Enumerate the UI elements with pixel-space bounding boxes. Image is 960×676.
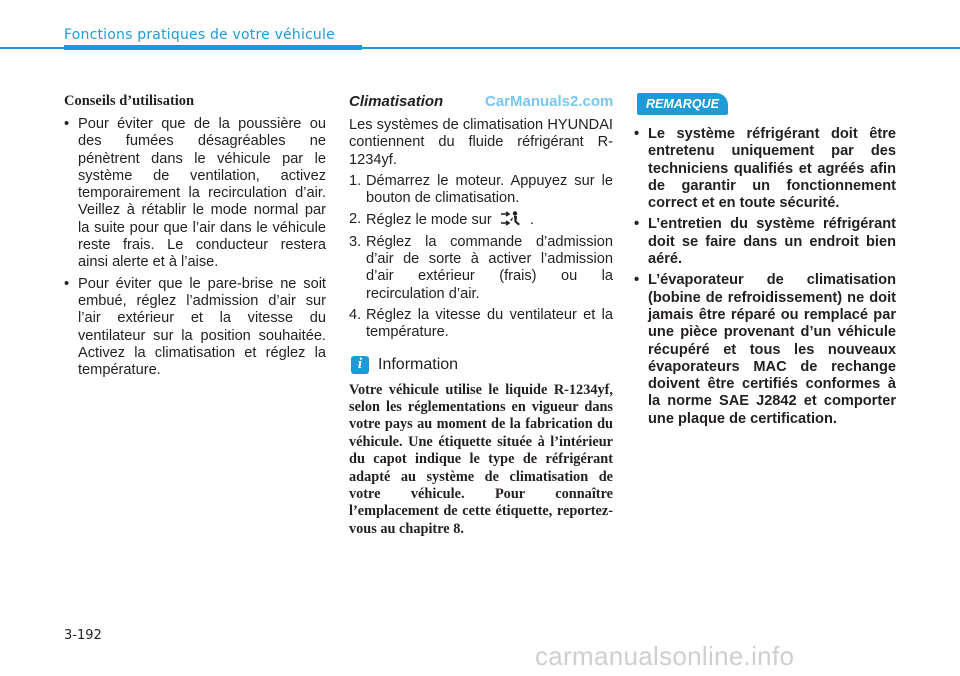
page-number: 3-192 — [64, 628, 102, 643]
step-item — [349, 173, 613, 208]
step-text: Réglez la vitesse du ventilateur et la température. — [366, 306, 613, 341]
usage-tips-heading: Conseils d’utilisation — [64, 93, 195, 109]
footer-watermark: carmanualsonline.info — [535, 641, 795, 671]
note-item: • Le système réfrigérant doit être entretenu uniquement par des techniciens qualifiés et agréés afin de garantir un fonctionnement correct et en toute sécurité. — [634, 126, 896, 212]
step-item — [349, 211, 613, 229]
step-text: Réglez la commande d’admission d’air de sorte à activer l’admission d’air extérieur (frais) ou la recirculation d’air. — [366, 233, 613, 302]
step-number: 1. — [349, 172, 362, 189]
step-text: Réglez le mode sur — [366, 212, 492, 229]
column-note — [634, 88, 896, 432]
usage-tip-item: • Pour éviter que le pare-brise ne soit embué, réglez l’admission d’air sur l’air extérieur et la vitesse du ventilateur sur la position souhaitée. Activez la climatisation et réglez la température. — [64, 276, 326, 380]
column-usage-tips — [64, 88, 326, 383]
step-number: 3. — [349, 233, 362, 250]
air-conditioning-heading: Climatisation — [349, 93, 444, 110]
step-number: 4. — [349, 306, 362, 323]
usage-tips-list — [64, 116, 326, 379]
note-item: • L’évaporateur de climatisation (bobine de refroidissement) ne doit jamais être réparé ou remplacé par une pièce provenant d’un véhicule récupéré et tous les nouveaux évaporateurs MAC de rechange doivent être certifiés conformes à la norme SAE J2842 et comporter une plaque de certification. — [634, 272, 896, 428]
carmanuals-watermark: CarManuals2.com — [485, 93, 614, 110]
section-title: Fonctions pratiques de votre véhicule — [64, 27, 335, 43]
step-text-suffix: . — [529, 212, 534, 229]
step-number: 2. — [349, 211, 362, 228]
note-item: • L’entretien du système réfrigérant doit se faire dans un endroit bien aéré. — [634, 216, 896, 268]
information-icon: i — [351, 356, 369, 374]
column-air-conditioning — [349, 88, 613, 538]
step-item — [349, 307, 613, 342]
note-badge: REMARQUE — [637, 93, 728, 115]
face-floor-mode-icon — [500, 211, 522, 226]
usage-tip-item: • Pour éviter que de la poussière ou des fumées désagréables ne pénètrent dans le véhicule par le système de ventilation, activez temporairement la recirculation d’air. Veillez à rétablir le mode normal par la suite pour que l’air dans le véhicule reste frais. Le conducteur restera ainsi alerte et à l’aise. — [64, 116, 326, 272]
header-accent-bar — [64, 45, 362, 50]
information-header — [349, 356, 613, 374]
information-title: Information — [378, 355, 459, 373]
step-item — [349, 234, 613, 303]
step-text: Démarrez le moteur. Appuyez sur le bouton de climatisation. — [366, 172, 613, 207]
air-conditioning-intro: Les systèmes de climatisation HYUNDAI contiennent du fluide réfrigérant R-1234yf. — [349, 117, 613, 168]
note-list — [634, 126, 896, 428]
air-conditioning-steps — [349, 173, 613, 342]
information-text: Votre véhicule utilise le liquide R-1234yf, selon les réglementations en vigueur dans votre pays au moment de la fabrication du véhicule. Une étiquette située à l’intérieur du capot indique le type de réfrigérant adapté au système de climatisation de votre véhicule. Pour connaître l’emplacement de cette étiquette, reportez-vous au chapitre 8. — [349, 381, 613, 537]
